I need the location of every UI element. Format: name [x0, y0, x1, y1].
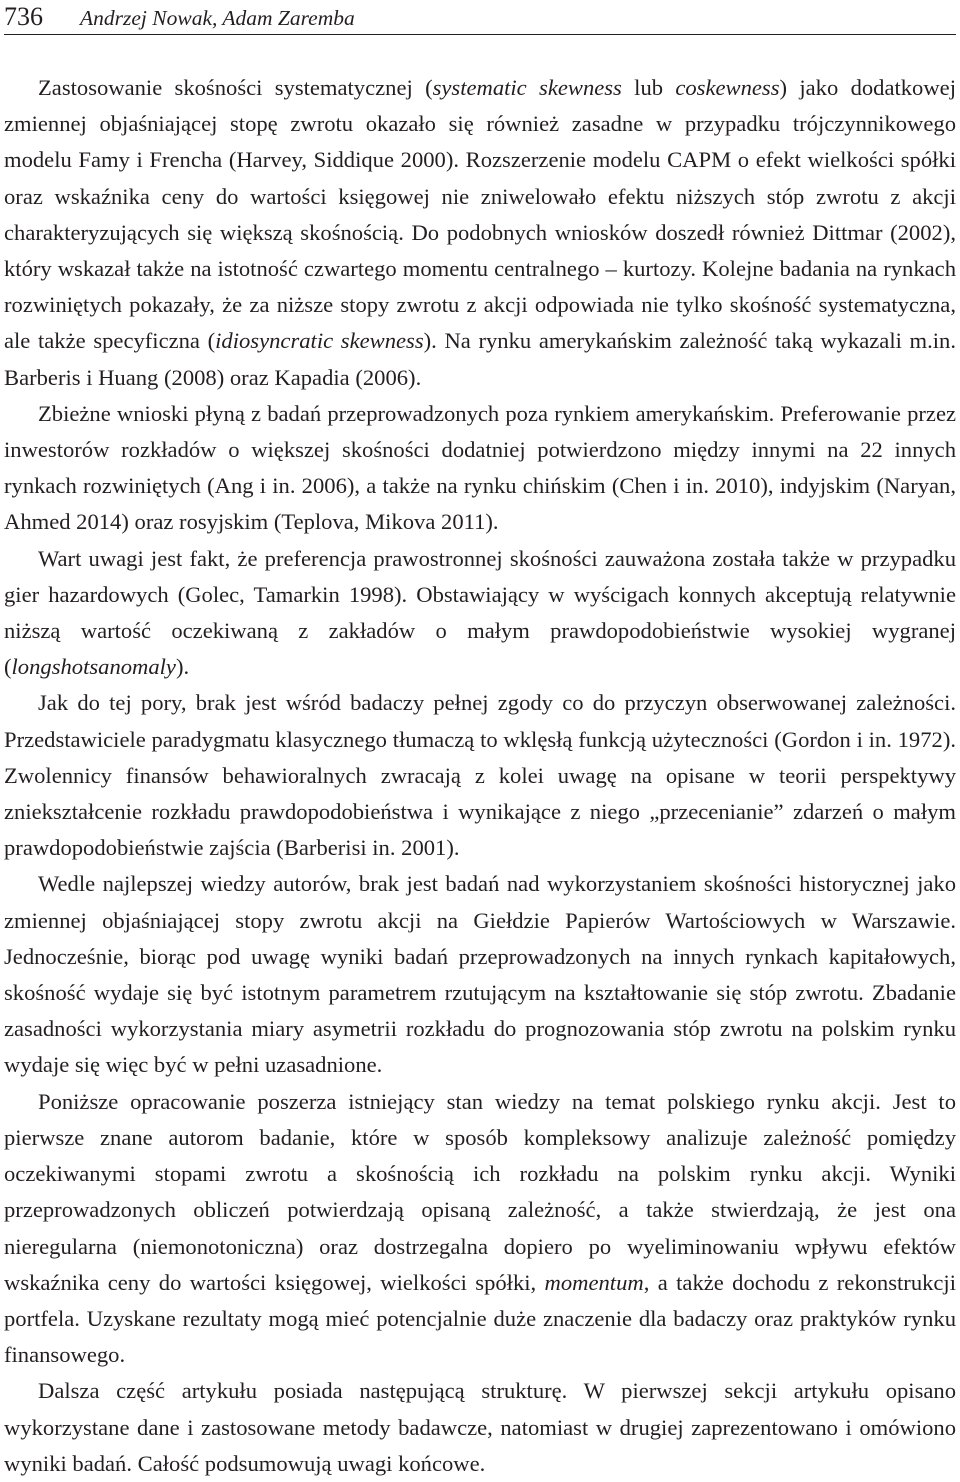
page-number: 736: [4, 2, 43, 31]
running-head-authors: Andrzej Nowak, Adam Zaremba: [80, 6, 355, 30]
paragraph-5: Wedle najlepszej wiedzy autorów, brak jest badań nad wykorzystaniem skośności historycznej jako zmiennej objaśniającej stopy zwrotu akcji na Giełdzie Papierów Wartościowych w Warszawie. Jednocześnie, biorąc pod uwagę wyniki badań przeprowadzonych na innych rynkach kapitałowych, skośność wydaje się być istotnym parametrem rzutującym na kształtowanie się stóp zwrotu. Zbadanie zasadności wykorzystania miary asymetrii rozkładu do prognozowania stóp zwrotu na polskim rynku wydaje się więc być w pełni uzasadnione.: [4, 871, 956, 1078]
article-body: [4, 70, 956, 1482]
running-header: [4, 0, 956, 35]
paragraph-4: Jak do tej pory, brak jest wśród badaczy pełnej zgody co do przyczyn obserwowanej zależności. Przedstawiciele paradygmatu klasycznego tłumaczą to wklęsłą funkcją użyteczności (Gordon i in. 1972). Zwolennicy finansów behawioralnych zwracają z kolei uwagę na opisane w teorii perspektywy zniekształcenie rozkładu prawdopodobieństwa i wynikające z niego „przecenianie” zdarzeń o małym prawdopodobieństwie zajścia (Barberisi in. 2001).: [4, 690, 956, 861]
paragraph-6: Poniższe opracowanie poszerza istniejący stan wiedzy na temat polskiego rynku akcji. Jest to pierwsze znane autorom badanie, które w sposób kompleksowy analizuje zależność pomiędzy oczekiwanymi stopami zwrotu a skośnością ich rozkładu na polskim rynku akcji. Wyniki przeprowadzonych obliczeń potwierdzają opisaną zależność, a także stwierdzają, że jest ona nieregularna (niemonotoniczna) oraz dostrzegalna dopiero po wyeliminowaniu wpływu efektów wskaźnika ceny do wartości księgowej, wielkości spółki, momentum, a także dochodu z rekonstrukcji portfela. Uzyskane rezultaty mogą mieć potencjalnie duże znaczenie dla badaczy oraz praktyków rynku finansowego.: [4, 1088, 956, 1368]
paragraph-2: Zbieżne wnioski płyną z badań przeprowadzonych poza rynkiem amerykańskim. Preferowanie przez inwestorów rozkładów o większej skośności dodatniej potwierdzono między innymi na 22 innych rynkach rozwiniętych (Ang i in. 2006), a także na rynku chińskim (Chen i in. 2010), indyjskim (Naryan, Ahmed 2014) oraz rosyjskim (Teplova, Mikova 2011).: [4, 400, 956, 535]
paragraph-7: Dalsza część artykułu posiada następującą strukturę. W pierwszej sekcji artykułu opisano wykorzystane dane i zastosowane metody badawcze, natomiast w drugiej zaprezentowano i omówiono wyniki badań. Całość podsumowują uwagi końcowe.: [4, 1378, 956, 1476]
paragraph-1: Zastosowanie skośności systematycznej (systematic skewness lub coskewness) jako dodatkowej zmiennej objaśniającej stopę zwrotu okazało się również zasadne w przypadku trójczynnikowego modelu Famy i Frencha (Harvey, Siddique 2000). Rozszerzenie modelu CAPM o efekt wielkości spółki oraz wskaźnika ceny do wartości księgowej nie zniwelowało efektu niższych stóp zwrotu z akcji charakteryzujących się większą skośnością. Do podobnych wniosków doszedł również Dittmar (2002), który wskazał także na istotność czwartego momentu centralnego – kurtozy. Kolejne badania na rynkach rozwiniętych pokazały, że za niższe stopy zwrotu z akcji odpowiada nie tylko skośność systematyczna, ale także specyficzna (idiosyncratic skewness). Na rynku amerykańskim zależność taką wykazali m.in. Barberis i Huang (2008) oraz Kapadia (2006).: [4, 75, 956, 390]
paragraph-3: Wart uwagi jest fakt, że preferencja prawostronnej skośności zauważona została także w przypadku gier hazardowych (Golec, Tamarkin 1998). Obstawiający w wyścigach konnych akceptują relatywnie niższą wartość oczekiwaną z zakładów o małym prawdopodobieństwie wysokiej wygranej (longshotsanomaly).: [4, 545, 956, 680]
